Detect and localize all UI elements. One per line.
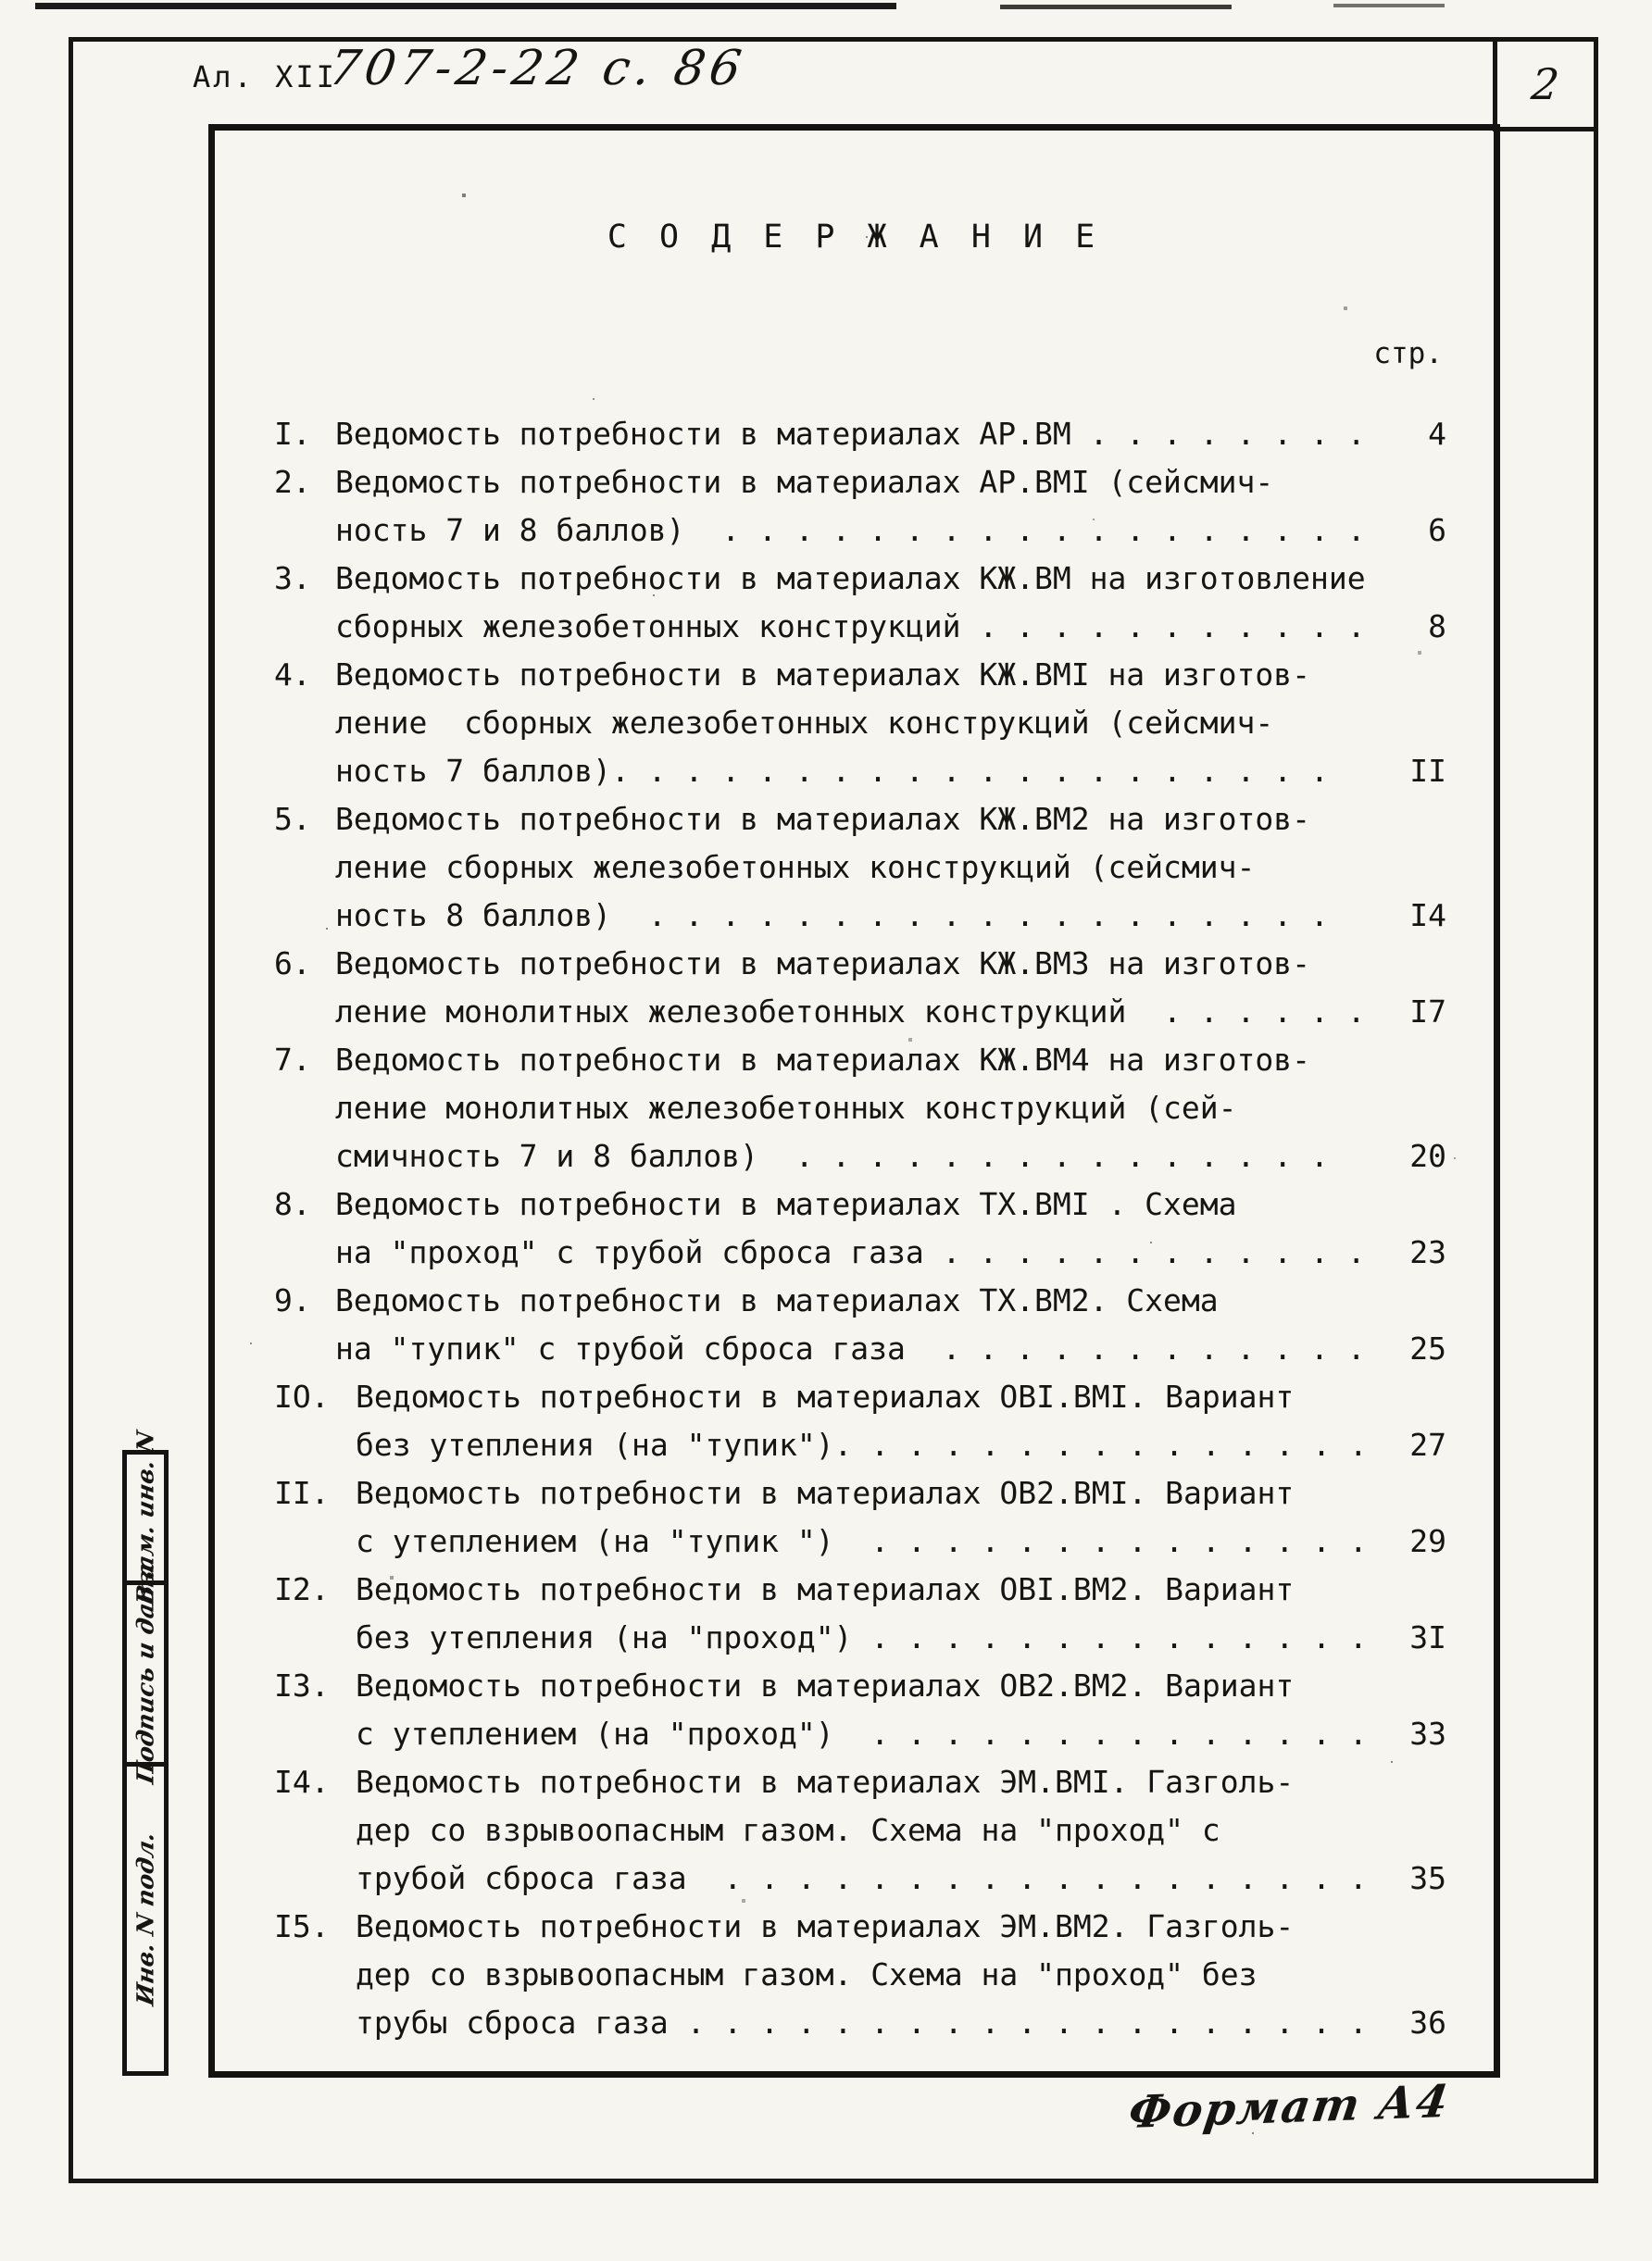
toc-item	[274, 651, 1450, 795]
toc-line: с утеплением (на "тупик ") . . . . . . . . . . . . . .	[356, 1523, 1368, 1559]
toc-item	[274, 795, 1450, 940]
toc-item-lines	[335, 410, 1450, 458]
toc-line: ность 8 баллов) . . . . . . . . . . . . . . . . . . .	[335, 897, 1329, 933]
toc-line: смичность 7 и 8 баллов) . . . . . . . . . . . . . . .	[335, 1138, 1329, 1174]
toc-item	[274, 1277, 1450, 1373]
toc-item-page: 8	[1428, 608, 1446, 644]
toc-line: Ведомость потребности в материалах ТХ.ВМ2. Схема	[335, 1282, 1219, 1318]
toc-item-number: I3.	[274, 1668, 330, 1704]
toc-line: Ведомость потребности в материалах КЖ.ВМI на изготов-	[335, 656, 1310, 693]
title-block-sidebar	[122, 1428, 169, 2076]
toc-line: Ведомость потребности в материалах КЖ.ВМ на изготовление	[335, 560, 1366, 596]
toc-item-page: 6	[1428, 512, 1446, 548]
toc-line: без утепления (на "тупик"). . . . . . . . . . . . . . .	[356, 1427, 1368, 1463]
toc-item	[274, 1662, 1450, 1758]
toc-line: трубой сброса газа . . . . . . . . . . . . . . . . . .	[356, 1860, 1368, 1896]
toc-line: Ведомость потребности в материалах ЭМ.ВМ2. Газголь-	[356, 1908, 1295, 1944]
toc-item-number: I2.	[274, 1571, 330, 1607]
toc-line: с утеплением (на "проход") . . . . . . . . . . . . . .	[356, 1716, 1368, 1752]
toc-item-lines	[356, 1469, 1450, 1566]
toc-item-page: 25	[1409, 1330, 1446, 1367]
toc-item-number: 3.	[274, 560, 311, 596]
toc-item	[274, 1469, 1450, 1566]
toc-line: ность 7 и 8 баллов) . . . . . . . . . . . . . . . . . .	[335, 512, 1366, 548]
toc-item-lines	[356, 1566, 1450, 1662]
toc-line: Ведомость потребности в материалах ОВ2.ВМ2. Вариант	[356, 1668, 1295, 1704]
document-number-handwritten: 707-2-22 с. 86	[325, 41, 750, 96]
sheet-number-box	[1493, 37, 1598, 131]
toc-item-number: IO.	[274, 1379, 330, 1415]
toc-item-lines	[335, 458, 1450, 555]
toc-item	[274, 410, 1450, 458]
toc-item-lines	[356, 1758, 1450, 1903]
toc-line: ность 7 баллов). . . . . . . . . . . . . . . . . . . .	[335, 753, 1329, 789]
toc-line: ление сборных железобетонных конструкций (сейсмич-	[335, 849, 1256, 885]
toc-title: С О Д Е Р Ж А Н И Е	[607, 219, 1102, 256]
title-block-cell-label: Взам. инв. N	[131, 1428, 159, 1607]
toc-item-page: 36	[1409, 2005, 1446, 2041]
sheet-number: 2	[1529, 59, 1562, 109]
toc-item	[274, 1758, 1450, 1903]
format-label: Формат А4	[1125, 2075, 1453, 2140]
toc-item-page: 29	[1409, 1523, 1446, 1559]
toc-item-lines	[335, 555, 1450, 651]
toc-item-number: I5.	[274, 1908, 330, 1944]
toc-item-page: II	[1409, 753, 1446, 789]
title-block-cell-label: Инв. N подл.	[131, 1830, 159, 2008]
toc-line: дер со взрывоопасным газом. Схема на "проход" без	[356, 1956, 1258, 1992]
toc-item-lines	[335, 1277, 1450, 1373]
toc-item-page: 35	[1409, 1860, 1446, 1896]
toc-list	[274, 410, 1450, 2047]
toc-line: Ведомость потребности в материалах КЖ.ВМ4 на изготов-	[335, 1042, 1310, 1078]
toc-line: Ведомость потребности в материалах КЖ.ВМ3 на изготов-	[335, 945, 1310, 981]
toc-line: трубы сброса газа . . . . . . . . . . . . . . . . . . .	[356, 2005, 1368, 2041]
toc-item-lines	[335, 795, 1450, 940]
toc-item	[274, 940, 1450, 1036]
toc-item-page: 27	[1409, 1427, 1446, 1463]
toc-item	[274, 1903, 1450, 2047]
scan-artifact-streak	[1000, 5, 1232, 9]
toc-line: Ведомость потребности в материалах ОВI.ВМI. Вариант	[356, 1379, 1295, 1415]
title-block-cell	[127, 1561, 164, 1786]
toc-line: сборных железобетонных конструкций . . . . . . . . . . .	[335, 608, 1366, 644]
scan-noise-speckles	[0, 0, 2, 2]
toc-item-page: I4	[1409, 897, 1446, 933]
scan-artifact-streak	[35, 3, 896, 9]
toc-item	[274, 1036, 1450, 1180]
toc-line: без утепления (на "проход") . . . . . . . . . . . . . .	[356, 1619, 1368, 1655]
toc-item	[274, 1566, 1450, 1662]
toc-item-lines	[335, 1180, 1450, 1277]
toc-item-page: 33	[1409, 1716, 1446, 1752]
toc-line: Ведомость потребности в материалах АР.ВМ . . . . . . . .	[335, 416, 1366, 452]
toc-line: дер со взрывоопасным газом. Схема на "проход" с	[356, 1812, 1220, 1848]
toc-item	[274, 555, 1450, 651]
toc-item-number: 9.	[274, 1282, 311, 1318]
toc-line: Ведомость потребности в материалах ЭМ.ВМI. Газголь-	[356, 1764, 1295, 1800]
toc-item-number: 7.	[274, 1042, 311, 1078]
toc-line: ление монолитных железобетонных конструкций (сей-	[335, 1090, 1237, 1126]
page-column-header: стр.	[1373, 337, 1443, 370]
toc-item-number: 8.	[274, 1186, 311, 1222]
toc-line: на "тупик" с трубой сброса газа . . . . . . . . . . . .	[335, 1330, 1366, 1367]
scan-artifact-streak	[1333, 4, 1445, 7]
toc-item-lines	[335, 1036, 1450, 1180]
album-label: Ал. XII	[193, 59, 337, 94]
toc-item-lines	[335, 940, 1450, 1036]
toc-line: ление монолитных железобетонных конструкций . . . . . .	[335, 993, 1366, 1030]
toc-item-number: 6.	[274, 945, 311, 981]
toc-item	[274, 1180, 1450, 1277]
toc-item-page: 3I	[1409, 1619, 1446, 1655]
toc-line: Ведомость потребности в материалах ОВ2.ВМI. Вариант	[356, 1475, 1295, 1511]
toc-item-page: 20	[1409, 1138, 1446, 1174]
toc-item-page: 23	[1409, 1234, 1446, 1270]
toc-item-number: II.	[274, 1475, 330, 1511]
toc-item-page: 4	[1428, 416, 1446, 452]
toc-item-lines	[356, 1373, 1450, 1469]
toc-item-lines	[335, 651, 1450, 795]
toc-line: Ведомость потребности в материалах ТХ.ВМI . Схема	[335, 1186, 1237, 1222]
toc-line: Ведомость потребности в материалах КЖ.ВМ2 на изготов-	[335, 801, 1310, 837]
toc-line: на "проход" с трубой сброса газа . . . . . . . . . . . .	[335, 1234, 1366, 1270]
title-block-cell	[127, 1767, 164, 2071]
toc-item-number: 2.	[274, 464, 311, 500]
toc-line: Ведомость потребности в материалах АР.ВМI (сейсмич-	[335, 464, 1274, 500]
title-block-cell-label: Подпись и дата	[131, 1561, 159, 1786]
toc-item	[274, 1373, 1450, 1469]
toc-item-number: 5.	[274, 801, 311, 837]
toc-item	[274, 458, 1450, 555]
toc-item-lines	[356, 1662, 1450, 1758]
toc-line: Ведомость потребности в материалах ОВI.ВМ2. Вариант	[356, 1571, 1295, 1607]
toc-item-number: I.	[274, 416, 311, 452]
toc-item-page: I7	[1409, 993, 1446, 1030]
toc-line: ление сборных железобетонных конструкций (сейсмич-	[335, 705, 1274, 741]
toc-item-lines	[356, 1903, 1450, 2047]
toc-item-number: I4.	[274, 1764, 330, 1800]
toc-item-number: 4.	[274, 656, 311, 693]
